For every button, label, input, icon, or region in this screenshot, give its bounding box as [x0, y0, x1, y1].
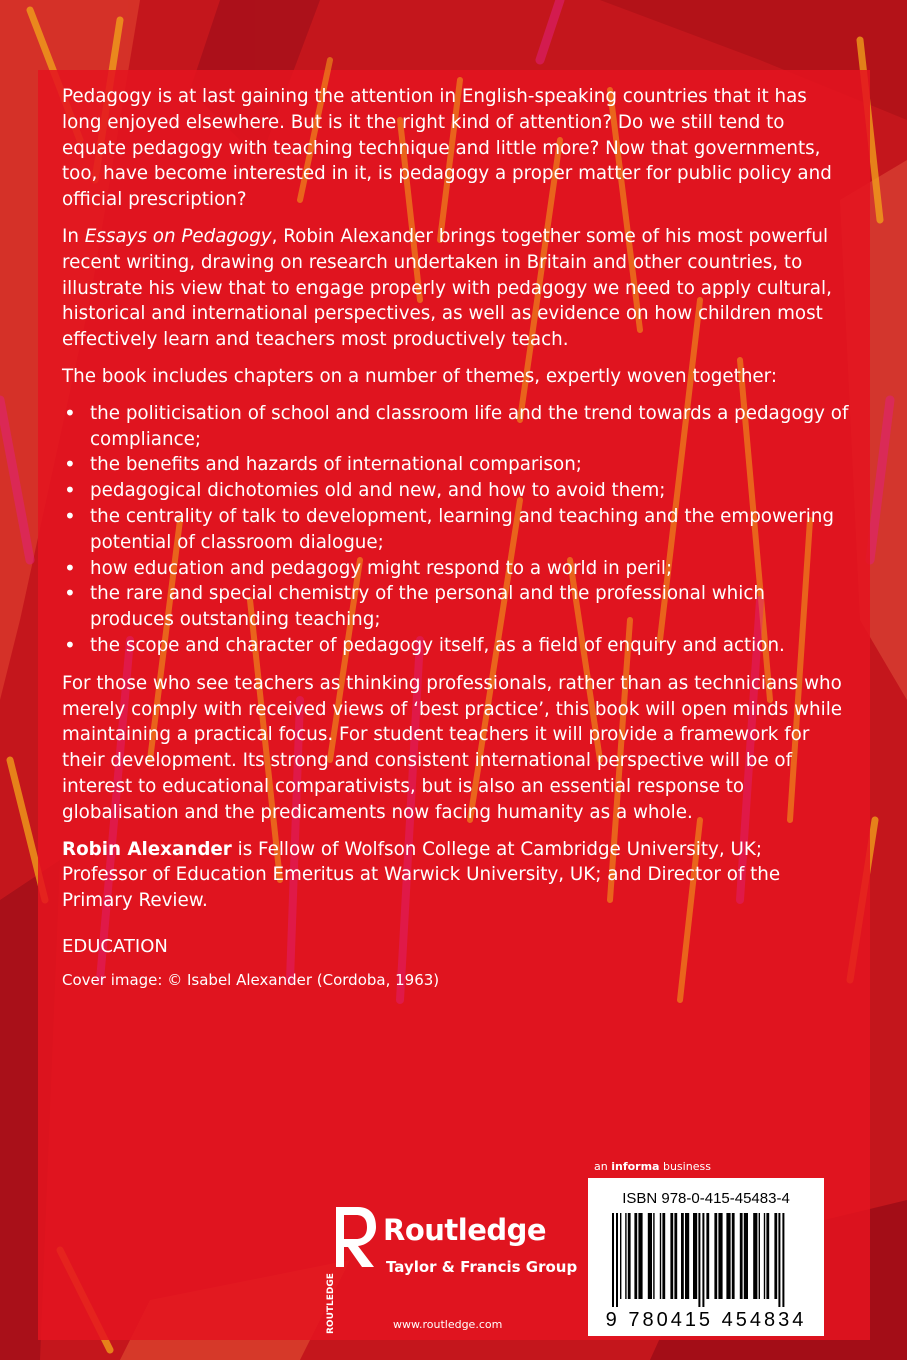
intro-paragraph: Pedagogy is at last gaining the attention in English-speaking countries that it has long enjoyed elsewhere. But is it the right kind of attention? Do we still tend to equate pedagogy with teaching technique and little more? Now that governments, too, have become interested in it, is pedagogy a proper matter for public policy and official prescription?: [62, 86, 832, 211]
list-item: • pedagogical dichotomies old and new, and how to avoid them;: [62, 478, 852, 504]
audience-paragraph: For those who see teachers as thinking professionals, rather than as technicians who merely comply with received views of ‘best practice’, this book will open minds while maintaining a practical focus. For student teachers it will provide a framework for their development. Its strong and consistent international perspective will be of interest to educational comparativists, but is also an essential response to globalisation and the predicaments now facing humanity as a whole.: [62, 672, 843, 823]
list-item: • the rare and special chemistry of the personal and the professional which produces outstanding teaching;: [62, 581, 852, 633]
barcode-bar: [706, 1213, 709, 1299]
book-paragraph-prefix: In: [62, 225, 85, 247]
list-item: • the benefits and hazards of international comparison;: [62, 452, 852, 478]
barcode-bar: [732, 1213, 735, 1299]
barcode-bar: [693, 1213, 697, 1299]
list-item: • the centrality of talk to development, learning and teaching and the empowering potential of classroom dialogue;: [62, 504, 852, 556]
barcode-bar: [625, 1213, 626, 1299]
author-bio: [62, 837, 852, 914]
barcode-bar: [714, 1213, 717, 1299]
barcode-bar: [648, 1213, 652, 1299]
barcode-bar: [718, 1213, 722, 1299]
informa-suffix: business: [659, 1160, 711, 1173]
barcode-guard-bar: [616, 1213, 618, 1307]
barcode-bar: [660, 1213, 661, 1299]
barcode-bar: [628, 1213, 631, 1299]
book-paragraph-rest: , Robin Alexander brings together some of his most powerful recent writing, drawing on research undertaken in Britain and other countries, to illustrate his view that to engage properly with pedagogy we need to apply cultural, historical and international perspectives, as well as evidence on how children most effectively learn and teachers most productively teach.: [62, 225, 832, 351]
isbn-digits: 9 780415 454834: [605, 1309, 807, 1331]
cover-credit: Cover image: © Isabel Alexander (Cordoba, 1963): [62, 970, 440, 989]
barcode-bar: [653, 1213, 654, 1299]
list-item: • the politicisation of school and classroom life and the trend towards a pedagogy of compliance;: [62, 401, 852, 453]
barcode-bar: [766, 1213, 769, 1299]
barcode-bar: [662, 1213, 665, 1299]
barcode-bar: [634, 1213, 637, 1299]
barcode-bar: [620, 1213, 621, 1299]
barcode-bar: [774, 1213, 777, 1299]
informa-brand: informa: [611, 1160, 660, 1173]
barcode-bar: [638, 1213, 642, 1299]
barcode-guard-bar: [612, 1213, 614, 1307]
barcode-guard-bar: [778, 1213, 780, 1307]
barcode-bar: [744, 1213, 748, 1299]
back-cover-text: [62, 84, 852, 994]
barcode-bar: [685, 1213, 689, 1299]
informa-prefix: an: [594, 1160, 612, 1173]
list-item: • the scope and character of pedagogy itself, as a field of enquiry and action.: [62, 633, 852, 659]
barcode-bar: [674, 1213, 677, 1299]
barcode-bar: [670, 1213, 673, 1299]
barcode-bar: [759, 1213, 760, 1299]
book-title: Essays on Pedagogy: [84, 225, 272, 247]
barcode-guard-bar: [698, 1213, 700, 1307]
author-bio-text: is Fellow of Wolfson College at Cambridge University, UK; Professor of Education Emeritus at Warwick University, UK; and Director of the Primary Review.: [62, 838, 781, 912]
isbn-label: ISBN 978-0-415-45483-4: [622, 1190, 790, 1207]
themes-intro: The book includes chapters on a number of themes, expertly woven together:: [62, 365, 778, 387]
publisher-website[interactable]: www.routledge.com: [393, 1318, 503, 1331]
barcode-bar: [753, 1213, 757, 1299]
informa-tagline: [594, 1160, 711, 1173]
barcode-bar: [681, 1213, 684, 1299]
barcode-bar: [726, 1213, 730, 1299]
barcode-bar: [740, 1213, 743, 1299]
barcode-bar: [764, 1213, 765, 1299]
book-paragraph: [62, 224, 852, 353]
barcode: [610, 1213, 802, 1307]
publisher-group: Taylor & Francis Group: [386, 1258, 578, 1276]
isbn-barcode-box: [588, 1178, 824, 1336]
publisher-name: Routledge: [383, 1213, 547, 1247]
author-name: Robin Alexander: [62, 838, 232, 860]
themes-list: [62, 401, 852, 659]
vertical-wordmark-text: ROUTLEDGE: [326, 1273, 336, 1334]
routledge-vertical-wordmark: [321, 1270, 337, 1336]
list-item: • how education and pedagogy might respond to a world in peril;: [62, 556, 852, 582]
barcode-guard-bar: [782, 1213, 784, 1307]
barcode-guard-bar: [702, 1213, 704, 1307]
subject-category: EDUCATION: [62, 935, 168, 957]
